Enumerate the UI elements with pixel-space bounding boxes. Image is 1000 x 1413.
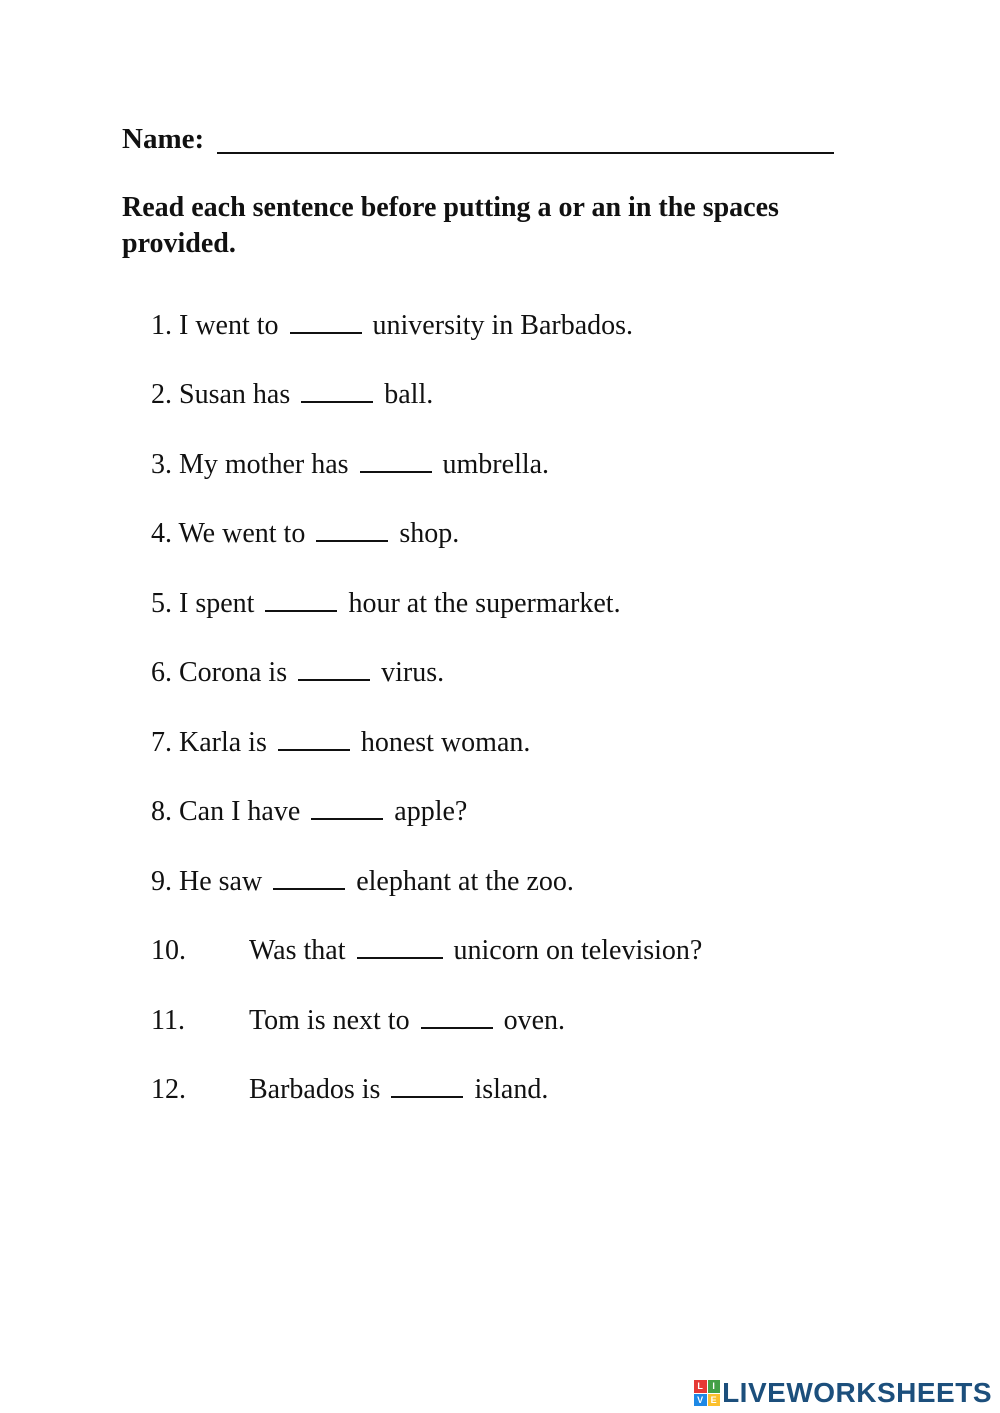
question-number: 6. [151, 657, 172, 688]
question-number: 12. [151, 1074, 186, 1105]
answer-blank[interactable] [316, 514, 388, 542]
question-text-before: I spent [179, 588, 255, 619]
question-number: 4. [151, 518, 172, 549]
question-text-after: ball. [384, 379, 434, 410]
question-text-before: I went to [179, 310, 279, 341]
answer-blank[interactable] [360, 445, 432, 473]
question-text-before: Can I have [179, 796, 301, 827]
question-text-before: We went to [178, 518, 306, 549]
question-text-after: honest woman. [360, 727, 531, 758]
question-number: 5. [151, 588, 172, 619]
question-number: 10. [151, 935, 186, 966]
question-text-before: Tom is next to [249, 1005, 410, 1036]
question-12 [151, 1070, 548, 1108]
question-text-after: oven. [503, 1005, 566, 1036]
answer-blank[interactable] [278, 723, 350, 751]
question-text-before: Barbados is [249, 1074, 381, 1105]
question-text-before: Corona is [179, 657, 288, 688]
logo-tile: I [708, 1380, 721, 1393]
question-text-after: university in Barbados. [372, 310, 634, 341]
question-2 [151, 375, 433, 413]
question-text-before: He saw [179, 866, 263, 897]
question-11 [151, 1001, 565, 1039]
question-number: 3. [151, 449, 172, 480]
question-text-after: unicorn on television? [453, 935, 703, 966]
question-text-before: Karla is [179, 727, 267, 758]
question-8 [151, 792, 467, 830]
question-text-after: hour at the supermarket. [348, 588, 621, 619]
question-3 [151, 445, 549, 483]
question-10 [151, 931, 702, 969]
question-text-after: elephant at the zoo. [356, 866, 574, 897]
question-text-before: My mother has [179, 449, 349, 480]
question-5 [151, 584, 621, 622]
brand-text: LIVEWORKSHEETS [722, 1377, 992, 1408]
answer-blank[interactable] [311, 792, 383, 820]
question-number: 7. [151, 727, 172, 758]
name-row [122, 120, 834, 160]
question-7 [151, 723, 530, 761]
question-text-after: island. [474, 1074, 549, 1105]
question-6 [151, 653, 444, 691]
answer-blank[interactable] [357, 931, 443, 959]
answer-blank[interactable] [265, 584, 337, 612]
answer-blank[interactable] [391, 1070, 463, 1098]
question-text-before: Susan has [179, 379, 291, 410]
logo-tile: E [708, 1394, 721, 1407]
brand-logo-icon [694, 1380, 720, 1406]
name-input-line[interactable] [217, 152, 834, 154]
logo-tile: L [694, 1380, 707, 1393]
question-4 [151, 514, 459, 552]
name-label: Name: [122, 123, 205, 155]
answer-blank[interactable] [273, 862, 345, 890]
question-text-after: virus. [381, 657, 445, 688]
question-1 [151, 306, 633, 344]
question-text-after: umbrella. [442, 449, 550, 480]
question-number: 11. [151, 1005, 185, 1036]
instructions: Read each sentence before putting a or an in the spaces provided. [122, 192, 779, 259]
question-text-after: shop. [399, 518, 460, 549]
logo-tile: V [694, 1394, 707, 1407]
question-number: 9. [151, 866, 172, 897]
answer-blank[interactable] [290, 306, 362, 334]
liveworksheets-logo [694, 1377, 992, 1409]
answer-blank[interactable] [298, 653, 370, 681]
question-number: 2. [151, 379, 172, 410]
question-text-before: Was that [249, 935, 346, 966]
question-text-after: apple? [394, 796, 468, 827]
question-number: 1. [151, 310, 172, 341]
answer-blank[interactable] [421, 1001, 493, 1029]
question-9 [151, 862, 574, 900]
question-number: 8. [151, 796, 172, 827]
answer-blank[interactable] [301, 375, 373, 403]
